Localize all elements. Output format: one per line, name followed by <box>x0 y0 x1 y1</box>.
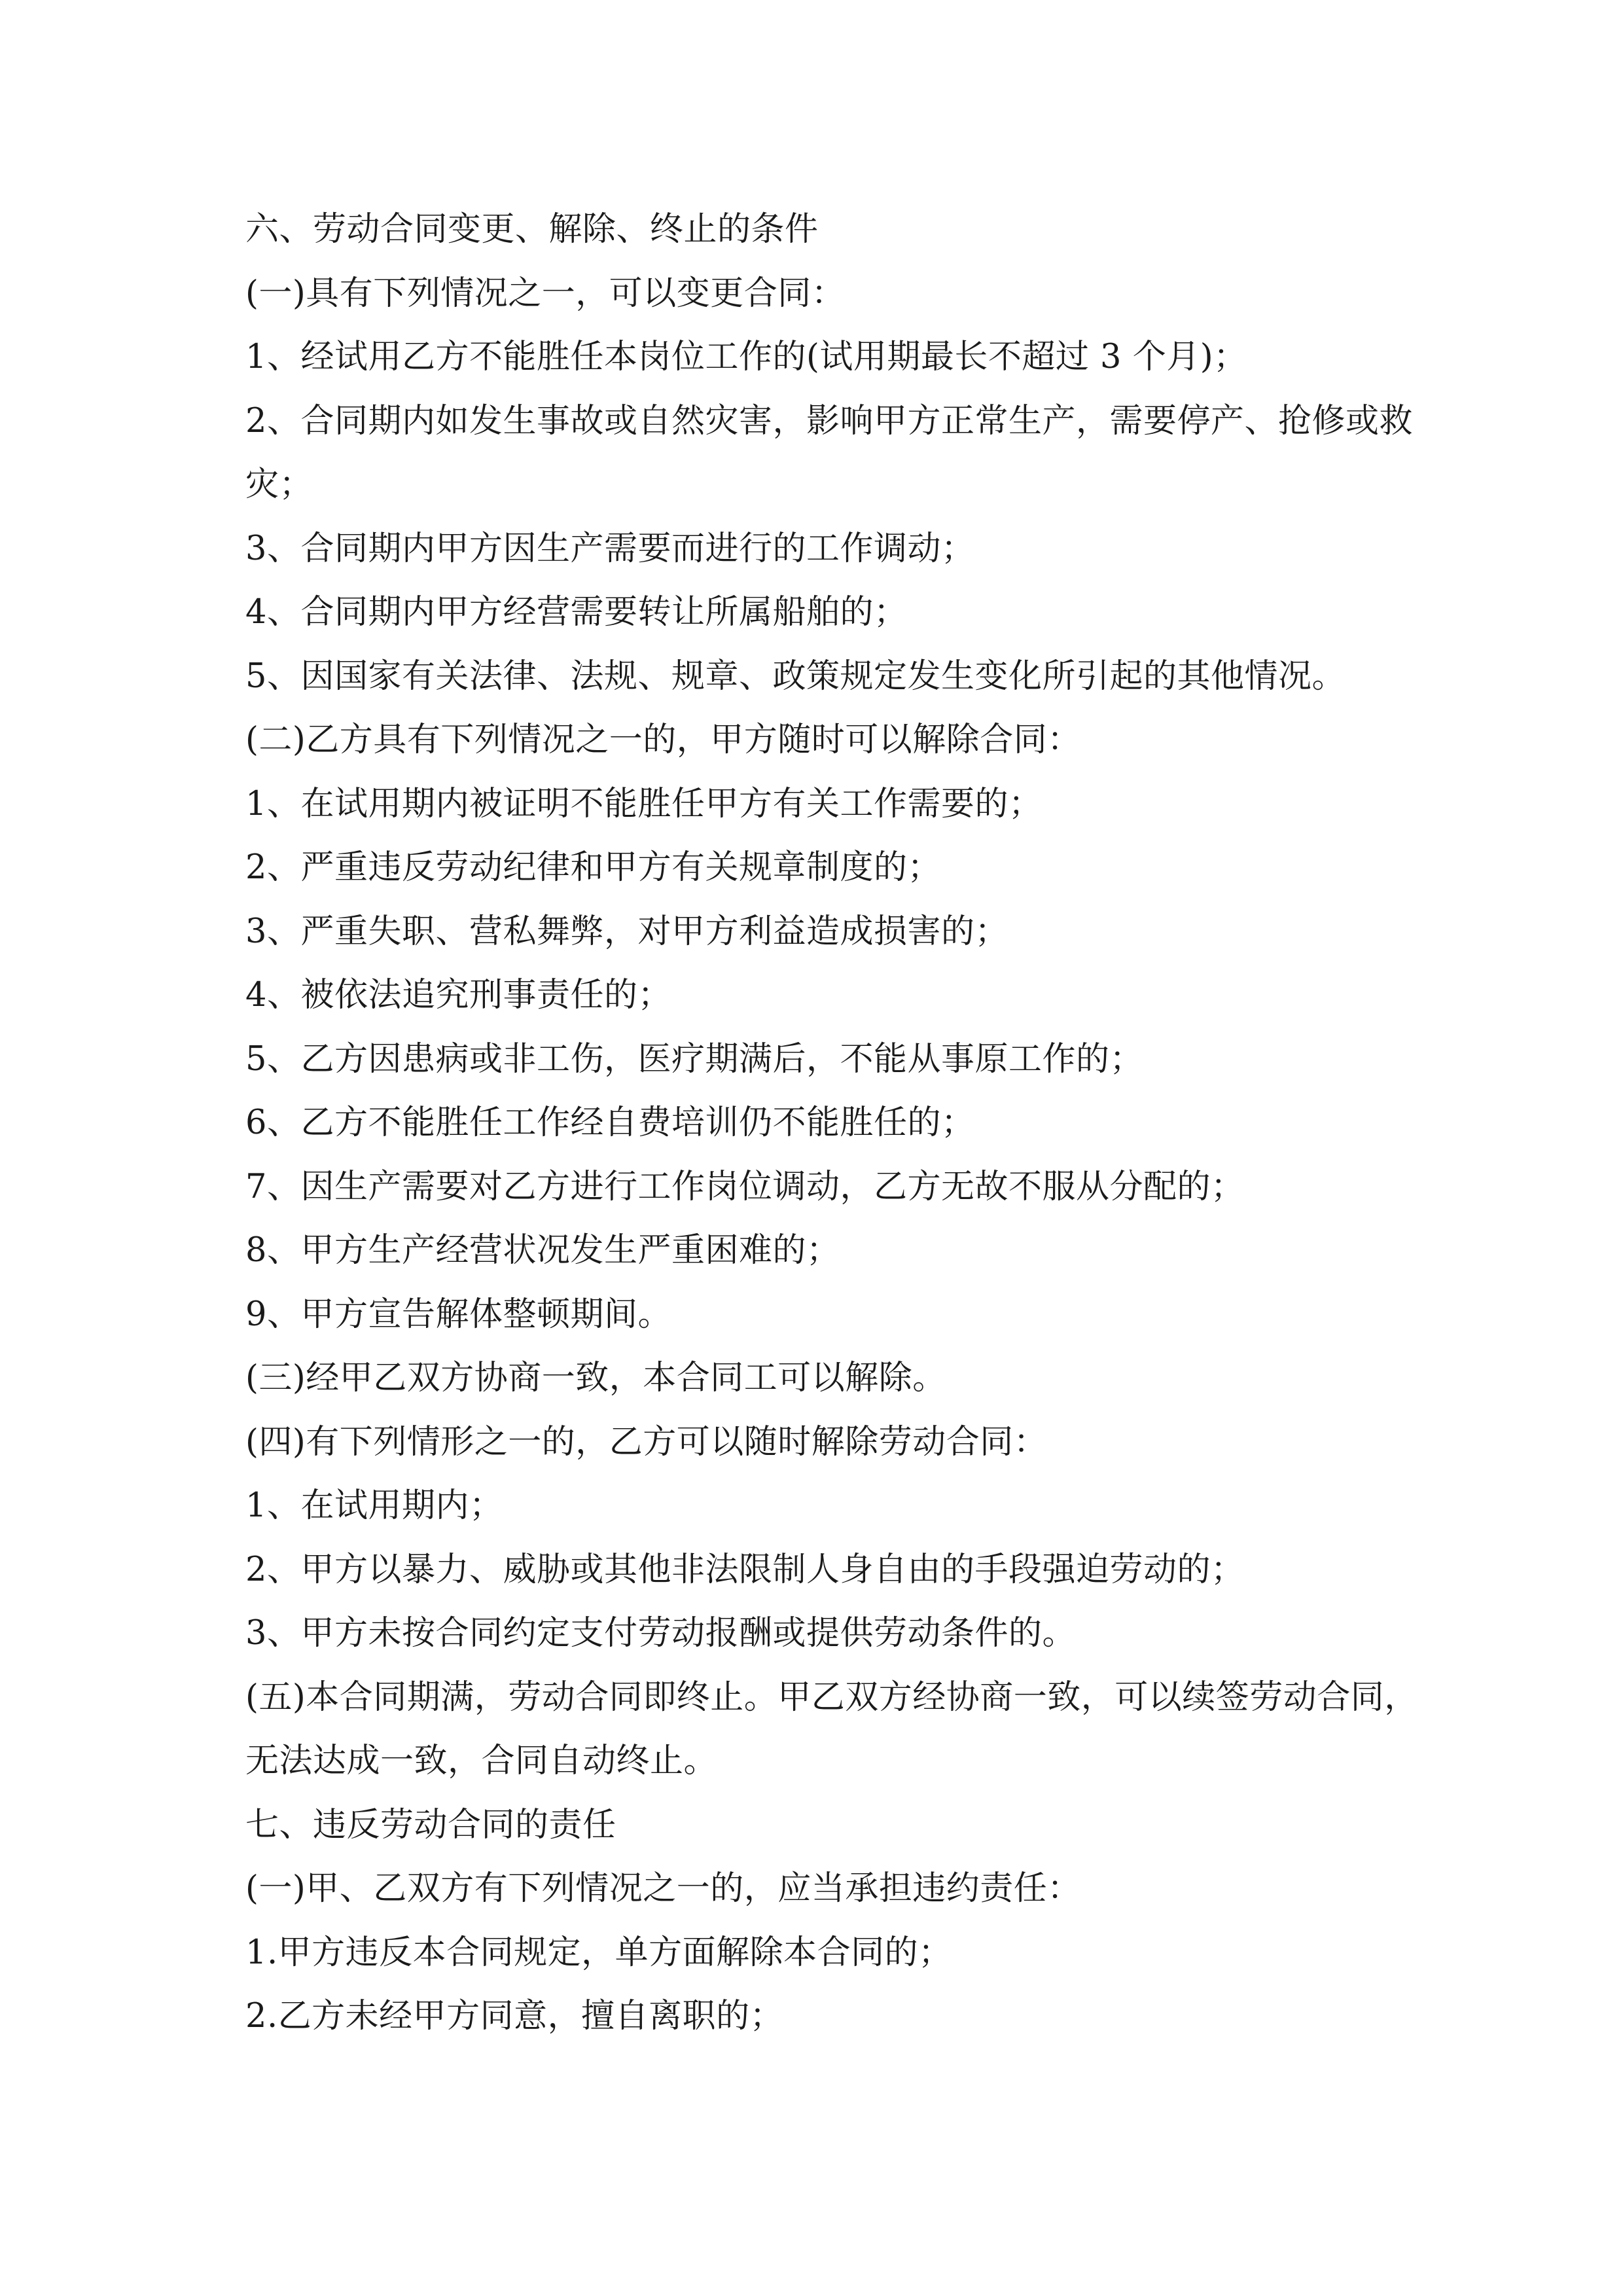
subsection-heading: (五)本合同期满，劳动合同即终止。甲乙双方经协商一致，可以续签劳动合同， <box>245 1677 1418 1717</box>
subsection-heading: (三)经甲乙双方协商一致，本合同工可以解除。 <box>245 1359 946 1397</box>
list-item-continuation: 灾； <box>245 465 313 504</box>
document-body <box>245 198 1418 2049</box>
list-item: 9、甲方宣告解体整顿期间。 <box>245 1295 671 1334</box>
list-item: 2、严重违反劳动纪律和甲方有关规章制度的； <box>245 848 941 887</box>
subsection-heading: (四)有下列情形之一的，乙方可以随时解除劳动合同： <box>245 1422 1048 1462</box>
list-item: 3、甲方未按合同约定支付劳动报酬或提供劳动条件的。 <box>245 1614 1076 1653</box>
subsection-heading: (二)乙方具有下列情况之一的，甲方随时可以解除合同： <box>245 721 1081 759</box>
list-item: 4、合同期内甲方经营需要转让所属船舶的； <box>245 593 908 632</box>
list-item: 2、甲方以暴力、威胁或其他非法限制人身自由的手段强迫劳动的； <box>245 1550 1245 1589</box>
list-item: 5、因国家有关法律、法规、规章、政策规定发生变化所引起的其他情况。 <box>245 656 1346 696</box>
list-item: 3、严重失职、营私舞弊，对甲方利益造成损害的； <box>245 912 1008 951</box>
list-item: 1、在试用期内被证明不能胜任甲方有关工作需要的； <box>245 784 1043 823</box>
list-item: 1.甲方违反本合同规定，单方面解除本合同的； <box>245 1933 952 1972</box>
list-item: 4、被依法追究刑事责任的； <box>245 976 671 1014</box>
paragraph-continuation: 无法达成一致，合同自动终止。 <box>245 1742 718 1780</box>
section-heading: 七、违反劳动合同的责任 <box>245 1805 616 1844</box>
list-item: 2.乙方未经甲方同意，擅自离职的； <box>245 1997 784 2036</box>
list-item: 1、经试用乙方不能胜任本岗位工作的(试用期最长不超过 3 个月)； <box>245 338 1247 376</box>
list-item: 7、因生产需要对乙方进行工作岗位调动，乙方无故不服从分配的； <box>245 1167 1245 1206</box>
list-item: 8、甲方生产经营状况发生严重困难的； <box>245 1231 840 1270</box>
list-item: 1、在试用期内； <box>245 1486 503 1525</box>
subsection-heading: (一)甲、乙双方有下列情况之一的，应当承担违约责任： <box>245 1869 1081 1908</box>
list-item: 5、乙方因患病或非工伤，医疗期满后，不能从事原工作的； <box>245 1039 1143 1079</box>
section-heading: 六、劳动合同变更、解除、终止的条件 <box>245 210 819 249</box>
list-item: 3、合同期内甲方因生产需要而进行的工作调动； <box>245 529 975 568</box>
subsection-heading: (一)具有下列情况之一，可以变更合同： <box>245 274 846 313</box>
list-item: 2、合同期内如发生事故或自然灾害，影响甲方正常生产，需要停产、抢修或救 <box>245 401 1413 440</box>
list-item: 6、乙方不能胜任工作经自费培训仍不能胜任的； <box>245 1103 975 1142</box>
